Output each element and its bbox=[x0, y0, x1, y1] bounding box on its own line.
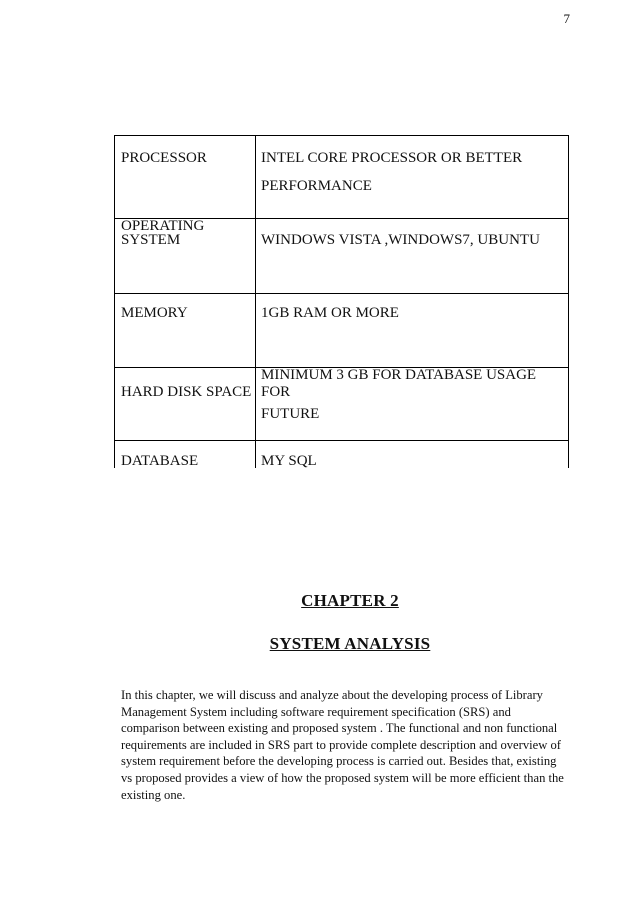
table-divider bbox=[114, 293, 569, 294]
row-value: MY SQL bbox=[261, 453, 317, 469]
row-label: PROCESSOR bbox=[121, 150, 207, 166]
row-label: SYSTEM bbox=[121, 232, 181, 248]
system-requirements-table bbox=[114, 135, 569, 468]
row-value: 1GB RAM OR MORE bbox=[261, 305, 399, 321]
table-border-left bbox=[114, 135, 115, 468]
row-value: FOR bbox=[261, 384, 291, 400]
row-label: HARD DISK SPACE bbox=[121, 384, 252, 400]
paragraph-line: In this chapter, we will discuss and analyze about the developing process of Library bbox=[121, 688, 543, 702]
row-label: OPERATING bbox=[121, 218, 205, 234]
row-value: WINDOWS VISTA ,WINDOWS7, UBUNTU bbox=[261, 232, 540, 248]
row-label: MEMORY bbox=[121, 305, 188, 321]
row-value: INTEL CORE PROCESSOR OR BETTER bbox=[261, 150, 523, 166]
paragraph-line: existing one. bbox=[121, 787, 186, 802]
paragraph-line: vs proposed provides a view of how the proposed system will be more efficient than the bbox=[121, 770, 564, 785]
chapter-title: SYSTEM ANALYSIS bbox=[269, 634, 431, 653]
chapter-intro-paragraph bbox=[121, 687, 581, 803]
paragraph-line: Management System including software requirement specification (SRS) and bbox=[121, 704, 511, 719]
page-number: 7 bbox=[563, 11, 570, 26]
row-value: MINIMUM 3 GB FOR DATABASE USAGE bbox=[261, 367, 537, 383]
paragraph-line: requirements are included in SRS part to provide complete description and overview of bbox=[121, 737, 561, 752]
table-border-right bbox=[568, 135, 569, 468]
table-border-top bbox=[114, 135, 569, 136]
row-value: FUTURE bbox=[261, 406, 320, 422]
row-value: PERFORMANCE bbox=[261, 178, 372, 194]
table-column-divider bbox=[255, 135, 256, 468]
paragraph-line: comparison between existing and proposed system . The functional and non functional bbox=[121, 721, 558, 736]
paragraph-line: system requirement before the developing process is carried out. Besides that, existing bbox=[121, 754, 557, 769]
chapter-number: CHAPTER 2 bbox=[301, 591, 399, 610]
row-label: DATABASE bbox=[121, 453, 199, 469]
table-divider bbox=[114, 440, 569, 441]
